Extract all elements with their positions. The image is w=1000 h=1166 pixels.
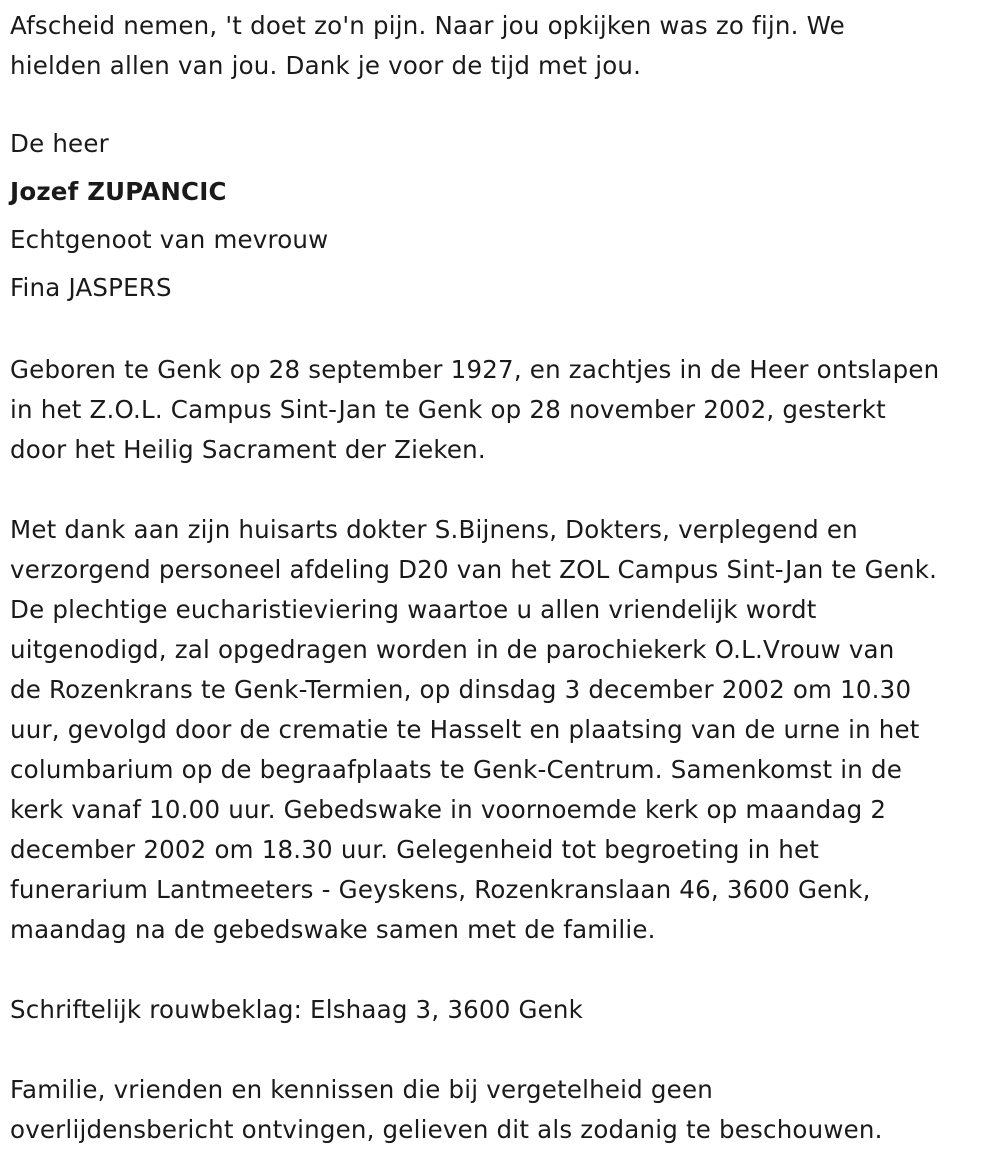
birth-death-paragraph [10,350,990,470]
details-paragraph [10,510,990,950]
paragraph-line: Familie, vrienden en kennissen die bij vergetelheid geen [10,1075,713,1104]
spouse-label: Echtgenoot van mevrouw [10,225,329,254]
intro-line: Afscheid nemen, 't doet zo'n pijn. Naar jou opkijken was zo fijn. We [10,11,845,40]
paragraph-line: maandag na de gebedswake samen met de familie. [10,915,656,944]
salutation: De heer [10,129,109,158]
deceased-name: Jozef ZUPANCIC [10,177,227,206]
intro-verse [10,6,990,86]
paragraph-line: uur, gevolgd door de crematie te Hasselt en plaatsing van de urne in het [10,715,920,744]
paragraph-line: Geboren te Genk op 28 september 1927, en zachtjes in de Heer ontslapen [10,355,940,384]
paragraph-line: december 2002 om 18.30 uur. Gelegenheid tot begroeting in het [10,835,820,864]
paragraph-line: overlijdensbericht ontvingen, gelieven dit als zodanig te beschouwen. [10,1115,883,1144]
paragraph-line: funerarium Lantmeeters - Geyskens, Rozenkranslaan 46, 3600 Genk, [10,875,871,904]
paragraph-line: De plechtige eucharistieviering waartoe u allen vriendelijk wordt [10,595,817,624]
condolence-line: Schriftelijk rouwbeklag: Elshaag 3, 3600 Genk [10,995,584,1024]
paragraph-line: uitgenodigd, zal opgedragen worden in de parochiekerk O.L.Vrouw van [10,635,895,664]
paragraph-line: de Rozenkrans te Genk-Termien, op dinsdag 3 december 2002 om 10.30 [10,675,912,704]
paragraph-line: in het Z.O.L. Campus Sint-Jan te Genk op 28 november 2002, gesterkt [10,395,886,424]
paragraph-line: Met dank aan zijn huisarts dokter S.Bijnens, Dokters, verplegend en [10,515,858,544]
paragraph-line: door het Heilig Sacrament der Zieken. [10,435,486,464]
paragraph-line: verzorgend personeel afdeling D20 van het ZOL Campus Sint-Jan te Genk. [10,555,938,584]
intro-line: hielden allen van jou. Dank je voor de tijd met jou. [10,51,642,80]
deceased-block [10,120,990,312]
spouse-name: Fina JASPERS [10,273,172,302]
paragraph-line: kerk vanaf 10.00 uur. Gebedswake in voornoemde kerk op maandag 2 [10,795,887,824]
paragraph-line: columbarium op de begraafplaats te Genk-Centrum. Samenkomst in de [10,755,903,784]
closing-paragraph [10,1070,990,1150]
condolence-address [10,990,990,1030]
